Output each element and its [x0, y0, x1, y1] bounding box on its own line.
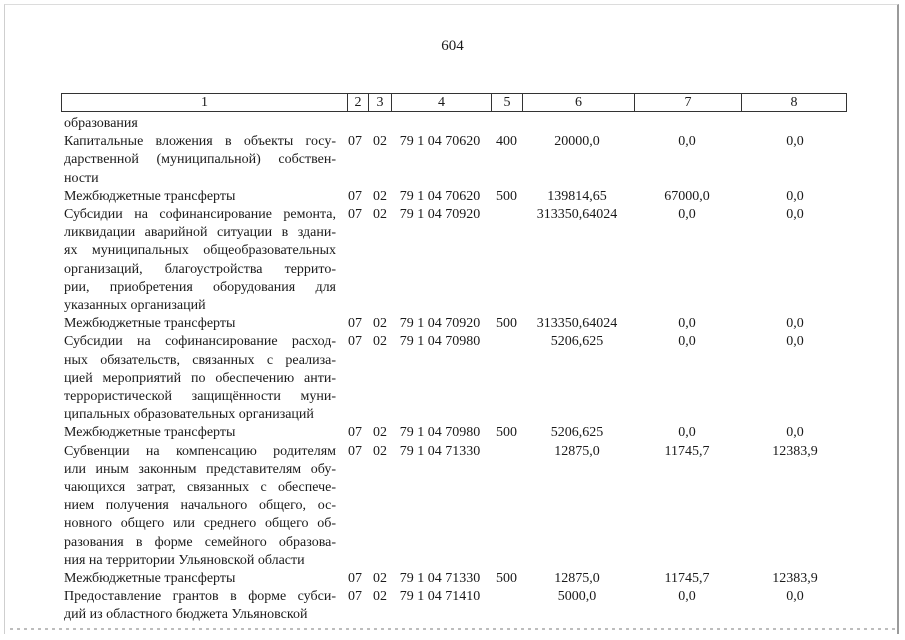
expense-type-cell: 400 [496, 134, 517, 150]
amount-col-6-cell: 12875,0 [554, 443, 600, 459]
row-name-line: чающихся затрат, связанных с обеспече- [64, 479, 336, 495]
row-name-line: разования в форме семейного образова- [64, 534, 336, 550]
target-article-cell: 79 1 04 71330 [399, 443, 481, 459]
row-name-line: ных обязательств, связанных с реализа- [64, 352, 336, 368]
amount-col-7-cell: 67000,0 [664, 188, 710, 204]
table-header [61, 93, 847, 112]
row-name-line: дий из областного бюджета Ульяновской [64, 607, 308, 623]
razdel-cell: 07 [348, 188, 362, 204]
razdel-cell: 07 [348, 334, 362, 350]
row-name-line: ликвидации аварийной ситуации в здани- [64, 225, 336, 241]
scan-edge [10, 628, 895, 630]
row-name-line: Межбюджетные трансферты [64, 316, 236, 332]
amount-col-8-cell: 0,0 [786, 425, 804, 441]
row-name-line: Субсидии на софинансирование расход- [64, 334, 336, 350]
row-name-line: Межбюджетные трансферты [64, 571, 236, 586]
row-name-line: дарственной (муниципальной) собствен- [64, 152, 336, 168]
row-name [64, 424, 336, 442]
amount-col-6-cell: 20000,0 [554, 134, 600, 150]
row-name-line: Капитальные вложения в объекты госу- [64, 134, 336, 150]
razdel-cell: 07 [348, 207, 362, 222]
target-article-cell: 79 1 04 70620 [399, 134, 481, 150]
row-name [64, 588, 336, 624]
row-name-line: цией мероприятий по обеспечению анти- [64, 370, 336, 386]
amount-col-8-cell: 0,0 [786, 334, 804, 350]
amount-col-6-cell: 139814,65 [547, 188, 607, 204]
row-name-line: Субвенции на компенсацию родителям [64, 443, 336, 459]
header-col-2: 2 [347, 94, 368, 111]
amount-col-8-cell: 12383,9 [772, 443, 818, 459]
amount-col-7-cell: 0,0 [678, 207, 696, 222]
amount-col-7-cell: 0,0 [678, 134, 696, 150]
podrazdel-cell: 02 [373, 188, 387, 204]
razdel-cell: 07 [348, 571, 362, 586]
row-name-line: образования [64, 116, 138, 131]
amount-col-8-cell: 0,0 [786, 316, 804, 332]
expense-type-cell: 500 [496, 425, 517, 441]
row-name-line: нием получения начального общего, ос- [64, 498, 336, 514]
amount-col-6-cell: 5000,0 [557, 589, 597, 605]
amount-col-7-cell: 0,0 [678, 316, 696, 332]
row-name-line: рии, приобретения оборудования для [64, 279, 336, 295]
amount-col-6-cell: 5206,625 [550, 334, 604, 350]
header-col-5: 5 [491, 94, 522, 111]
amount-col-7-cell: 11745,7 [664, 443, 710, 459]
target-article-cell: 79 1 04 70920 [399, 316, 481, 332]
row-name [64, 206, 336, 315]
target-article-cell: 79 1 04 71330 [399, 571, 481, 586]
header-col-4: 4 [391, 94, 491, 111]
podrazdel-cell: 02 [373, 134, 387, 150]
amount-col-6-cell: 12875,0 [554, 571, 600, 586]
expense-type-cell: 500 [496, 316, 517, 332]
amount-col-8-cell: 12383,9 [772, 571, 818, 586]
row-name-line: новного общего или среднего общего об- [64, 516, 336, 532]
target-article-cell: 79 1 04 70980 [399, 334, 481, 350]
amount-col-7-cell: 0,0 [678, 425, 696, 441]
podrazdel-cell: 02 [373, 443, 387, 459]
row-name [64, 443, 336, 570]
expense-type-cell: 500 [496, 188, 517, 204]
razdel-cell: 07 [348, 425, 362, 441]
header-col-7: 7 [634, 94, 741, 111]
podrazdel-cell: 02 [373, 571, 387, 586]
row-name-line: ципальных образовательных организаций [64, 407, 314, 423]
row-name [64, 333, 336, 424]
amount-col-7-cell: 0,0 [678, 589, 696, 605]
row-name-line: ях муниципальных общеобразовательных [64, 243, 336, 259]
razdel-cell: 07 [348, 316, 362, 332]
podrazdel-cell: 02 [373, 207, 387, 222]
row-name-line: или иным законным представителям обу- [64, 461, 336, 477]
row-name-line: Субсидии на софинансирование ремонта, [64, 207, 336, 222]
razdel-cell: 07 [348, 443, 362, 459]
row-name [64, 570, 336, 588]
podrazdel-cell: 02 [373, 425, 387, 441]
row-name-line: Межбюджетные трансферты [64, 188, 236, 204]
target-article-cell: 79 1 04 70920 [399, 207, 481, 222]
row-name [64, 115, 336, 133]
header-col-6: 6 [522, 94, 634, 111]
amount-col-6-cell: 5206,625 [550, 425, 604, 441]
podrazdel-cell: 02 [373, 589, 387, 605]
row-name-line: Межбюджетные трансферты [64, 425, 236, 441]
amount-col-8-cell: 0,0 [786, 589, 804, 605]
row-name-line: указанных организаций [64, 297, 206, 313]
row-name-line: ности [64, 170, 99, 186]
page-number: 604 [441, 38, 464, 54]
header-col-8: 8 [741, 94, 846, 111]
header-col-3: 3 [368, 94, 391, 111]
amount-col-6-cell: 313350,64024 [536, 207, 618, 222]
amount-col-8-cell: 0,0 [786, 207, 804, 222]
target-article-cell: 79 1 04 70980 [399, 425, 481, 441]
amount-col-8-cell: 0,0 [786, 188, 804, 204]
target-article-cell: 79 1 04 70620 [399, 188, 481, 204]
podrazdel-cell: 02 [373, 334, 387, 350]
amount-col-7-cell: 11745,7 [664, 571, 710, 586]
amount-col-7-cell: 0,0 [678, 334, 696, 350]
row-name-line: Предоставление грантов в форме субси- [64, 589, 336, 605]
row-name-line: ния на территории Ульяновской области [64, 552, 305, 568]
expense-type-cell: 500 [496, 571, 517, 586]
target-article-cell: 79 1 04 71410 [399, 589, 481, 605]
row-name [64, 315, 336, 333]
amount-col-6-cell: 313350,64024 [536, 316, 618, 332]
razdel-cell: 07 [348, 589, 362, 605]
amount-col-8-cell: 0,0 [786, 134, 804, 150]
row-name [64, 188, 336, 206]
row-name-line: террористической защищённости муни- [64, 388, 336, 404]
razdel-cell: 07 [348, 134, 362, 150]
row-name-line: организаций, благоустройства террито- [64, 261, 336, 277]
header-col-1: 1 [201, 95, 208, 110]
row-name [64, 133, 336, 188]
podrazdel-cell: 02 [373, 316, 387, 332]
